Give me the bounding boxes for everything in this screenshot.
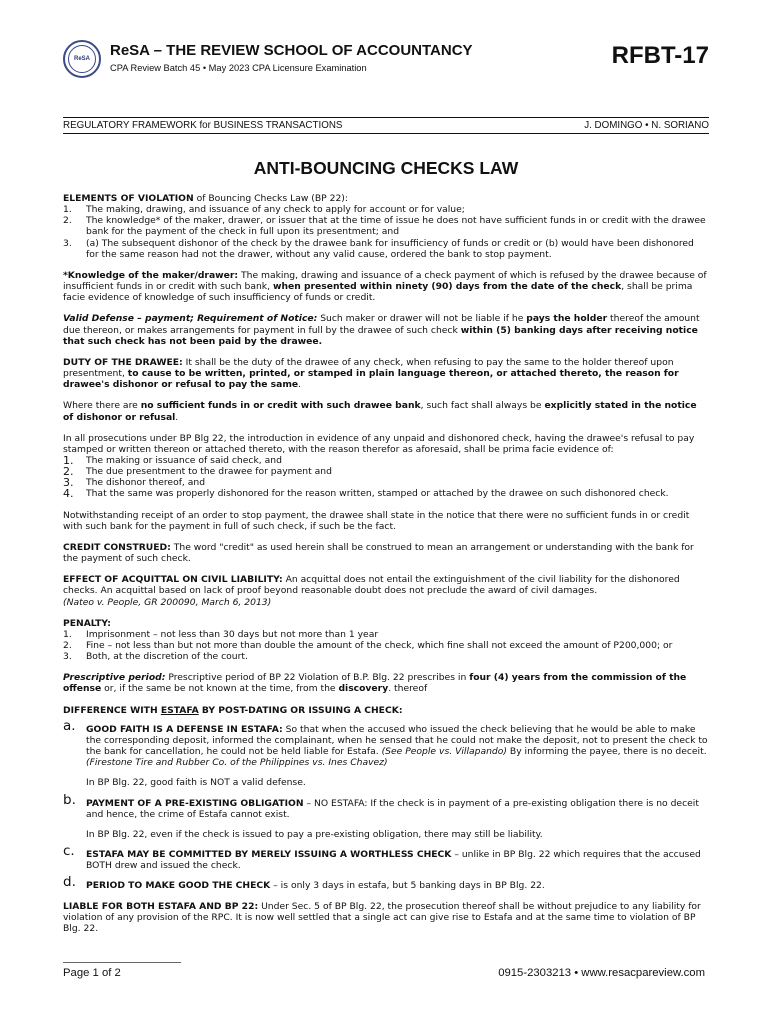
item-label: GOOD FAITH IS A DEFENSE IN ESTAFA: <box>86 723 283 735</box>
text-span: thereof the amount due thereon, or makes arrangements for payment in full by the drawee of such check <box>63 313 700 336</box>
duty-label: DUTY OF THE DRAWEE: <box>63 356 183 368</box>
bold-span: within (5) banking days after receiving notice that such check has not been paid by the drawee. <box>63 324 698 347</box>
text-span: Under Sec. 5 of BP Blg. 22, the prosecution thereof shall be without prejudice to any liability for violation of any provision of the RPC. It is now well settled that a single act can give rise to Estafa and at the same time to violation of BP Blg. 22. <box>63 900 701 934</box>
list-item-text: The knowledge* of the maker, drawer, or issuer that at the time of issue he does not have sufficient funds in or credit with the drawee bank for the payment of the check in full upon its presentment; and <box>86 215 706 238</box>
item-letter: d. <box>63 874 76 891</box>
subject-title: REGULATORY FRAMEWORK for BUSINESS TRANSACTIONS <box>63 120 343 131</box>
page <box>63 40 709 934</box>
document-title: ANTI-BOUNCING CHECKS LAW <box>253 158 519 178</box>
text-span: Such maker or drawer will not be liable if he <box>317 313 527 325</box>
page-number: Page 1 of 2 <box>63 967 121 979</box>
text-span: An acquittal does not entail the extinguishment of the civil liability for the dishonored checks. An acquittal based on lack of proof beyond reasonable doubt does not preclude the award of civil damages. <box>63 574 680 597</box>
elements-heading <box>63 193 709 204</box>
item-label: ESTAFA MAY BE COMMITTED BY MERELY ISSUING A WORTHLESS CHECK <box>86 849 452 861</box>
list-item-text: Fine – not less than but not more than double the amount of the check, which fine shall not exceed the amount of P200,000; or <box>86 640 673 651</box>
text-span: Where there are <box>63 400 141 412</box>
penalty-list <box>63 629 709 662</box>
school-short: ReSA <box>110 42 150 59</box>
text-span: BY POST-DATING OR ISSUING A CHECK: <box>198 704 403 716</box>
list-item-text: That the same was properly dishonored for the reason written, stamped or attached by the drawee on such dishonored check. <box>86 488 669 500</box>
duty-paragraph <box>63 357 709 390</box>
case-citation: (Nateo v. People, GR 200090, March 6, 2013) <box>63 596 272 608</box>
knowledge-label: *Knowledge of the maker/drawer: <box>63 269 239 281</box>
acquittal-label: EFFECT OF ACQUITTAL ON CIVIL LIABILITY: <box>63 574 283 586</box>
elements-list <box>63 204 709 260</box>
item-text: By informing the payee, there is no deceit. <box>506 746 707 758</box>
list-item: 3. The dishonor thereof, and <box>63 476 206 490</box>
text-span: . <box>298 379 302 391</box>
notwithstanding-paragraph: Notwithstanding receipt of an order to stop payment, the drawee shall state in the notice that there were no sufficient funds in or credit with such bank for the payment in full of such check, if such be the fact. <box>63 509 690 532</box>
batch-info: CPA Review Batch 45 • May 2023 CPA Licensure Examination <box>110 63 367 73</box>
bold-span: to cause to be written, printed, or stamped in plain language thereon, or attached thereto, the reason for drawee's dishonor or refusal to pay the same <box>63 368 679 391</box>
item-text: So that when the accused who issued the check believing that he would be able to make the corresponding deposit, informed the complainant, when he sensed that he could not make the deposit, not to present the check to the bank for cancellation, he could not be held liable for Estafa. <box>86 723 708 758</box>
text-span: , such fact shall always be <box>420 400 545 412</box>
text-span: Prescriptive period of BP 22 Violation of B.P. Blg. 22 prescribes in <box>165 672 470 684</box>
evidence-list <box>63 455 709 500</box>
list-item: 4. That the same was properly dishonored for the reason written, stamped or attached by the drawee on such dishonored check. <box>63 487 669 501</box>
list-item: 2. Fine – not less than but not more than double the amount of the check, which fine shall not exceed the amount of P200,000; or <box>63 640 673 651</box>
text-span: The word "credit" as used herein shall be construed to mean an arrangement or understanding with the bank for the payment of such check. <box>63 541 694 565</box>
header-rule <box>63 117 709 118</box>
difference-heading <box>63 705 709 716</box>
subheader <box>63 120 709 131</box>
bold-span: pays the holder <box>526 313 608 325</box>
text-span: . thereof <box>388 683 428 695</box>
footer-contact: 0915-2303213 • www.resacpareview.com <box>498 967 705 979</box>
list-item: 1. The making, drawing, and issuance of any check to apply for account or for value; <box>63 204 465 216</box>
list-item-text: (a) The subsequent dishonor of the check by the drawee bank for insufficiency of funds or credit or (b) would have been dishonored for the same reason had not the drawer, without any valid cause, ordered the bank to stop payment. <box>86 237 694 260</box>
handout-code: RFBT-17 <box>611 42 709 69</box>
list-item-text: The due presentment to the drawee for payment and <box>86 466 332 478</box>
text-span: It shall be the duty of the drawee of any check, when refusing to pay the same to the holder thereof upon presentment, <box>63 356 674 380</box>
bold-span: no sufficient funds in or credit with such drawee bank <box>140 400 421 412</box>
school-dash: – <box>149 42 167 59</box>
difference-list <box>63 717 709 892</box>
bold-span: explicitly stated in the notice of dishonor or refusal <box>63 400 697 423</box>
valid-defense-paragraph <box>63 313 709 346</box>
list-item: 3. Both, at the discretion of the court. <box>63 651 248 663</box>
item-note: In BP Blg. 22, even if the check is issued to pay a pre-existing obligation, there may still be liability. <box>86 828 543 840</box>
elements-label: ELEMENTS OF VIOLATION <box>63 193 194 204</box>
header <box>63 40 709 78</box>
item-letter: a. <box>63 717 76 734</box>
item-text: – unlike in BP Blg. 22 which requires that the accused BOTH drew and issued the check. <box>86 849 701 872</box>
list-item-text: The making, drawing, and issuance of any check to apply for account or for value; <box>86 204 465 216</box>
list-item: 3. (a) The subsequent dishonor of the check by the drawee bank for insufficiency of funds or credit or (b) would have been dishonored for the same reason had not the drawer, without any valid cause, ordered the bank to stop payment. <box>63 237 694 260</box>
prosecutions-paragraph: In all prosecutions under BP Blg 22, the introduction in evidence of any unpaid and dishonored check, having the drawee's refusal to pay stamped or written thereon or attached thereto, with the reason therefor as aforesaid, shall be prima facie evidence of: <box>63 432 695 455</box>
elements-text: of Bouncing Checks Law (BP 22): <box>193 193 348 204</box>
item-text: – is only 3 days in estafa, but 5 banking days in BP Blg. 22. <box>270 880 545 892</box>
list-item-text: Imprisonment – not less than 30 days but not more than 1 year <box>86 628 379 640</box>
item-label: PERIOD TO MAKE GOOD THE CHECK <box>86 880 271 892</box>
list-item: 2. The knowledge* of the maker, drawer, or issuer that at the time of issue he does not have sufficient funds in or credit with the drawee bank for the payment of the check in full upon its presentment; and <box>63 215 706 238</box>
case-citation: (See People vs. Villapando) <box>381 746 507 758</box>
list-item-text: The dishonor thereof, and <box>86 477 206 489</box>
item-letter: b. <box>63 791 76 808</box>
school-name <box>110 42 473 59</box>
document-body <box>63 193 709 944</box>
resa-logo <box>63 40 101 78</box>
liable-both-paragraph <box>63 901 709 934</box>
text-span: , shall be prima facie evidence of knowledge of such insufficiency of funds or credit. <box>63 281 693 304</box>
bold-span: when presented within ninety (90) days from the date of the check <box>272 281 622 293</box>
list-item <box>63 717 709 789</box>
prescriptive-label: Prescriptive period: <box>63 672 166 684</box>
bold-span: four (4) years from the commission of the offense <box>63 672 687 695</box>
subheader-rule <box>63 133 709 134</box>
credit-label: CREDIT CONSTRUED: <box>63 541 171 553</box>
authors: J. DOMINGO • N. SORIANO <box>584 120 709 131</box>
list-item <box>63 791 709 840</box>
text-span: The making, drawing and issuance of a check payment of which is refused by the drawee because of insufficient funds in or credit with such bank, <box>63 269 707 293</box>
penalty-label: PENALTY: <box>63 617 111 629</box>
list-item-text: Both, at the discretion of the court. <box>86 651 248 663</box>
logo-text: ReSA <box>68 45 96 73</box>
list-item: 1. Imprisonment – not less than 30 days but not more than 1 year <box>63 628 379 640</box>
credit-paragraph <box>63 542 709 564</box>
footer-rule <box>63 962 181 963</box>
text-span: DIFFERENCE WITH <box>63 704 161 716</box>
acquittal-paragraph <box>63 574 709 607</box>
liable-both-label: LIABLE FOR BOTH ESTAFA AND BP 22: <box>63 900 259 912</box>
bold-span: discovery <box>338 683 389 695</box>
list-item <box>63 843 709 872</box>
item-text: – NO ESTAFA: If the check is in payment of a pre-existing obligation there is no deceit and hence, the crime of Estafa cannot exist. <box>86 797 699 820</box>
school-full: THE REVIEW SCHOOL OF ACCOUNTANCY <box>166 42 473 59</box>
text-span: . <box>175 411 179 423</box>
case-citation: (Firestone Tire and Rubber Co. of the Philippines vs. Ines Chavez) <box>86 757 388 769</box>
item-label: PAYMENT OF A PRE-EXISTING OBLIGATION <box>86 797 304 809</box>
valid-defense-label: Valid Defense – payment; Requirement of Notice: <box>63 313 318 325</box>
list-item: 2. The due presentment to the drawee for payment and <box>63 465 332 479</box>
item-letter: c. <box>63 843 75 860</box>
prescriptive-paragraph <box>63 672 709 694</box>
knowledge-paragraph <box>63 270 709 303</box>
estafa-underlined: ESTAFA <box>160 704 199 716</box>
list-item <box>63 874 709 892</box>
no-funds-paragraph <box>63 400 709 422</box>
list-item-text: The making or issuance of said check, and <box>86 454 282 466</box>
list-item: 1. The making or issuance of said check, and <box>63 453 282 467</box>
text-span: or, if the same be not known at the time, from the <box>101 683 339 695</box>
item-note: In BP Blg. 22, good faith is NOT a valid defense. <box>86 777 306 789</box>
